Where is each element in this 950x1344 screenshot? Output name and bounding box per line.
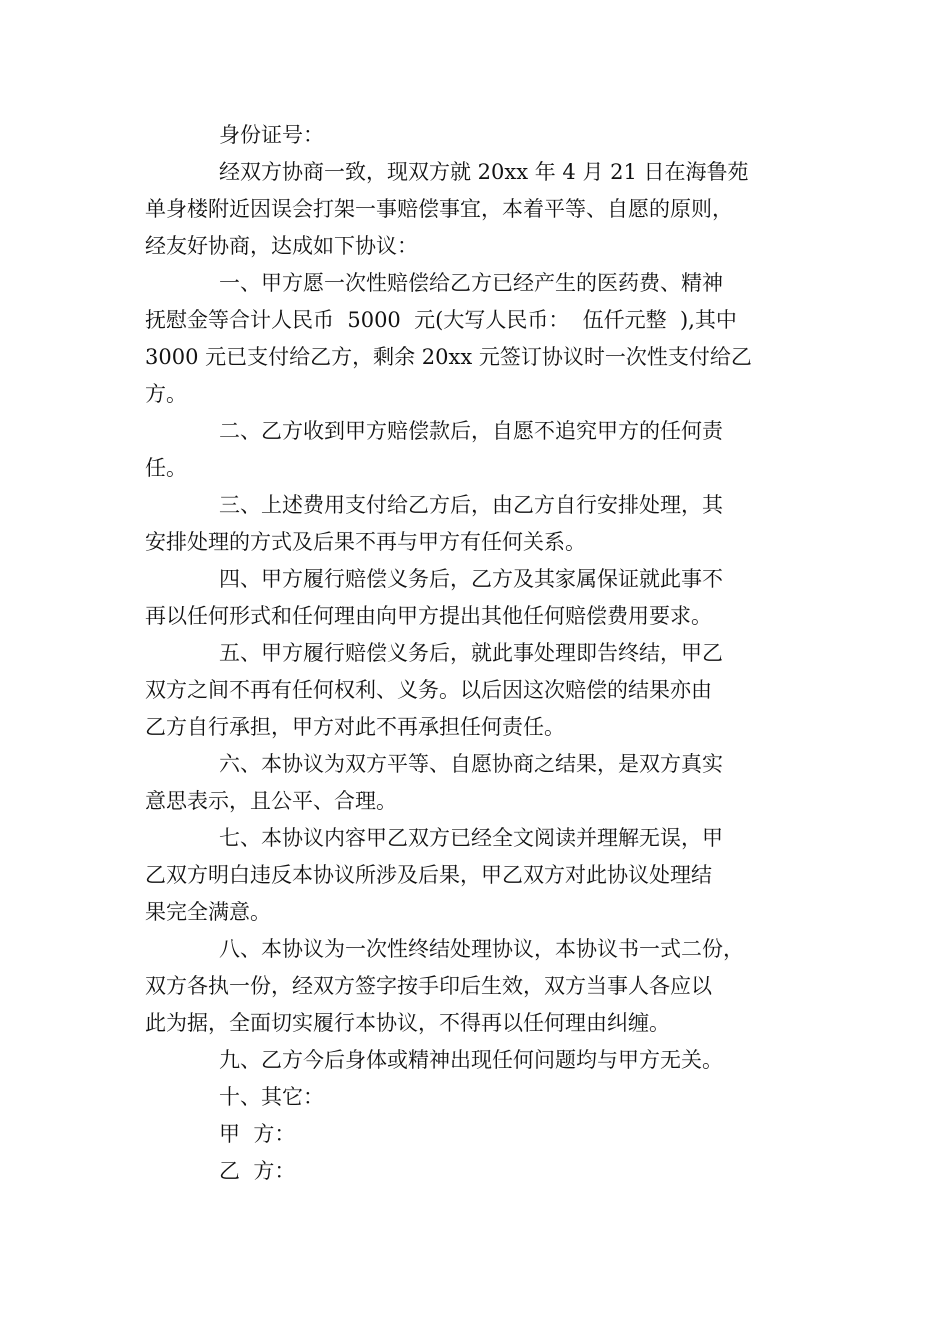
clause-10 xyxy=(145,1079,805,1116)
text-line: 十、其它： xyxy=(219,1085,324,1109)
clause-3 xyxy=(145,487,805,561)
text-line: 方。 xyxy=(145,382,187,406)
document-body xyxy=(145,117,805,1190)
text-line: 抚慰金等合计人民币 5000 元(大写人民币： 伍仟元整 ),其中 xyxy=(145,308,737,332)
text-line: 乙方自行承担，甲方对此不再承担任何责任。 xyxy=(145,715,565,739)
text-line: 经双方协商一致，现双方就 20xx 年 4 月 21 日在海鲁苑 xyxy=(219,160,749,184)
text-line: 此为据，全面切实履行本协议，不得再以任何理由纠缠。 xyxy=(145,1011,670,1035)
clause-5 xyxy=(145,635,805,746)
clause-4 xyxy=(145,561,805,635)
clause-7 xyxy=(145,820,805,931)
text-line: 双方之间不再有任何权利、义务。以后因这次赔偿的结果亦由 xyxy=(145,678,712,702)
clause-6 xyxy=(145,746,805,820)
text-line: 3000 元已支付给乙方，剩余 20xx 元签订协议时一次性支付给乙 xyxy=(145,345,752,369)
text-line: 单身楼附近因误会打架一事赔偿事宜，本着平等、自愿的原则， xyxy=(145,197,733,221)
text-line: 七、本协议内容甲乙双方已经全文阅读并理解无误，甲 xyxy=(219,826,723,850)
text-line: 意思表示，且公平、合理。 xyxy=(145,789,397,813)
party-b-signature xyxy=(145,1153,805,1190)
text-line: 九、乙方今后身体或精神出现任何问题均与甲方无关。 xyxy=(219,1048,723,1072)
text-line: 一、甲方愿一次性赔偿给乙方已经产生的医药费、精神 xyxy=(219,271,723,295)
text-line: 八、本协议为一次性终结处理协议，本协议书一式二份， xyxy=(219,937,744,961)
text-line: 安排处理的方式及后果不再与甲方有任何关系。 xyxy=(145,530,586,554)
text-line: 乙双方明白违反本协议所涉及后果，甲乙双方对此协议处理结 xyxy=(145,863,712,887)
clause-9 xyxy=(145,1042,805,1079)
text-line: 身份证号： xyxy=(219,123,324,147)
paragraph-id-number xyxy=(145,117,805,154)
clause-2 xyxy=(145,413,805,487)
text-line: 经友好协商，达成如下协议： xyxy=(145,234,418,258)
clause-1 xyxy=(145,265,805,413)
text-line: 甲 方： xyxy=(219,1122,296,1146)
text-line: 再以任何形式和任何理由向甲方提出其他任何赔偿费用要求。 xyxy=(145,604,712,628)
text-line: 四、甲方履行赔偿义务后，乙方及其家属保证就此事不 xyxy=(219,567,723,591)
text-line: 二、乙方收到甲方赔偿款后，自愿不追究甲方的任何责 xyxy=(219,419,723,443)
text-line: 乙 方： xyxy=(219,1159,296,1183)
clause-8 xyxy=(145,931,805,1042)
text-line: 双方各执一份，经双方签字按手印后生效，双方当事人各应以 xyxy=(145,974,712,998)
text-line: 六、本协议为双方平等、自愿协商之结果，是双方真实 xyxy=(219,752,723,776)
text-line: 果完全满意。 xyxy=(145,900,271,924)
party-a-signature xyxy=(145,1116,805,1153)
text-line: 任。 xyxy=(145,456,187,480)
text-line: 五、甲方履行赔偿义务后，就此事处理即告终结，甲乙 xyxy=(219,641,723,665)
text-line: 三、上述费用支付给乙方后，由乙方自行安排处理，其 xyxy=(219,493,723,517)
paragraph-preamble xyxy=(145,154,805,265)
